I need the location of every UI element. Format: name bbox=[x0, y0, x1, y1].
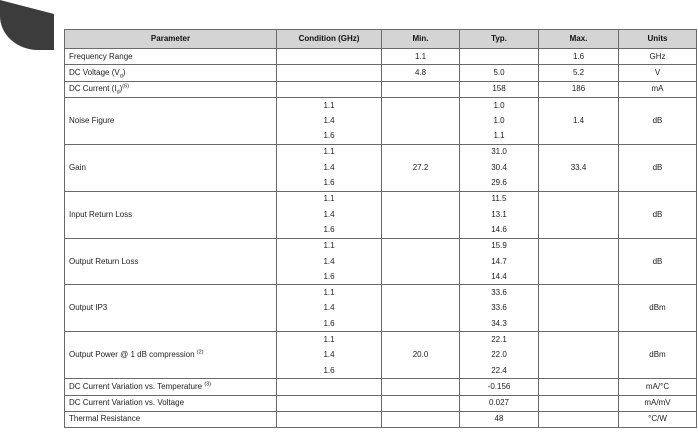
condition-cell: 1.6 bbox=[277, 363, 382, 379]
units-cell: mA/°C bbox=[619, 379, 697, 395]
units-cell: GHz bbox=[619, 49, 697, 65]
table-row bbox=[65, 191, 697, 207]
parameter-label: Frequency Range bbox=[69, 51, 133, 61]
header-condition: Condition (GHz) bbox=[277, 30, 382, 49]
typ-cell: 1.1 bbox=[460, 128, 539, 144]
max-cell: 1.6 bbox=[539, 49, 619, 65]
parameter-label: DC Voltage (V bbox=[69, 67, 120, 77]
table-body bbox=[65, 49, 697, 428]
min-cell bbox=[382, 285, 460, 332]
footnote-ref: (6) bbox=[122, 83, 130, 90]
condition-cell: 1.6 bbox=[277, 316, 382, 332]
condition-cell: 1.6 bbox=[277, 222, 382, 238]
header-min: Min. bbox=[382, 30, 460, 49]
max-cell bbox=[539, 191, 619, 238]
typ-cell bbox=[460, 49, 539, 65]
header-max: Max. bbox=[539, 30, 619, 49]
units-cell: dBm bbox=[619, 332, 697, 379]
units-cell: dB bbox=[619, 238, 697, 285]
parameter-subscript: d bbox=[116, 89, 120, 96]
parameter-cell bbox=[65, 191, 277, 238]
units-cell: V bbox=[619, 65, 697, 81]
typ-cell: 0.027 bbox=[460, 395, 539, 411]
max-cell bbox=[539, 379, 619, 395]
units-cell: dB bbox=[619, 191, 697, 238]
max-cell bbox=[539, 395, 619, 411]
parameter-cell bbox=[65, 49, 277, 65]
max-cell bbox=[539, 411, 619, 427]
condition-cell bbox=[277, 81, 382, 97]
parameter-label: Input Return Loss bbox=[69, 209, 133, 219]
parameter-label: Noise Figure bbox=[69, 115, 115, 125]
parameter-label: DC Current Variation vs. Temperature bbox=[69, 381, 205, 391]
min-cell bbox=[382, 191, 460, 238]
table-row bbox=[65, 49, 697, 65]
typ-cell: 30.4 bbox=[460, 160, 539, 175]
typ-cell: 14.7 bbox=[460, 254, 539, 269]
condition-cell: 1.1 bbox=[277, 97, 382, 113]
typ-cell: 22.4 bbox=[460, 363, 539, 379]
min-cell: 27.2 bbox=[382, 144, 460, 191]
typ-cell: 48 bbox=[460, 411, 539, 427]
table-row bbox=[65, 379, 697, 395]
typ-cell: 158 bbox=[460, 81, 539, 97]
min-cell bbox=[382, 411, 460, 427]
condition-cell bbox=[277, 65, 382, 81]
max-cell: 33.4 bbox=[539, 144, 619, 191]
table-row bbox=[65, 238, 697, 254]
parameter-label: DC Current (I bbox=[69, 84, 117, 94]
typ-cell: 1.0 bbox=[460, 113, 539, 128]
min-cell: 4.8 bbox=[382, 65, 460, 81]
condition-cell: 1.1 bbox=[277, 285, 382, 301]
typ-cell: 14.6 bbox=[460, 222, 539, 238]
units-cell: dB bbox=[619, 144, 697, 191]
header-units: Units bbox=[619, 30, 697, 49]
parameter-cell bbox=[65, 395, 277, 411]
typ-cell: 33.6 bbox=[460, 301, 539, 316]
typ-cell: 22.1 bbox=[460, 332, 539, 348]
min-cell bbox=[382, 238, 460, 285]
min-cell: 1.1 bbox=[382, 49, 460, 65]
parameter-cell bbox=[65, 65, 277, 81]
condition-cell: 1.6 bbox=[277, 269, 382, 285]
typ-cell: 13.1 bbox=[460, 207, 539, 222]
typ-cell: 11.5 bbox=[460, 191, 539, 207]
condition-cell: 1.4 bbox=[277, 113, 382, 128]
typ-cell: 15.9 bbox=[460, 238, 539, 254]
typ-cell: 34.3 bbox=[460, 316, 539, 332]
parameter-cell bbox=[65, 379, 277, 395]
condition-cell: 1.4 bbox=[277, 348, 382, 363]
parameter-label: Output Power @ 1 dB compression bbox=[69, 350, 197, 360]
units-cell: mA/mV bbox=[619, 395, 697, 411]
min-cell bbox=[382, 379, 460, 395]
parameter-label-end: ) bbox=[119, 84, 123, 94]
min-cell bbox=[382, 97, 460, 144]
parameter-cell bbox=[65, 144, 277, 191]
units-cell: dB bbox=[619, 97, 697, 144]
condition-cell: 1.1 bbox=[277, 144, 382, 160]
condition-cell bbox=[277, 379, 382, 395]
min-cell bbox=[382, 81, 460, 97]
header-parameter: Parameter bbox=[65, 30, 277, 49]
typ-cell: 33.6 bbox=[460, 285, 539, 301]
table-row bbox=[65, 81, 697, 97]
typ-cell: 1.0 bbox=[460, 97, 539, 113]
condition-cell: 1.4 bbox=[277, 254, 382, 269]
condition-cell: 1.1 bbox=[277, 238, 382, 254]
parameter-subscript: d bbox=[119, 73, 123, 80]
parameter-cell bbox=[65, 238, 277, 285]
parameter-label: Output Return Loss bbox=[69, 256, 139, 266]
typ-cell: 31.0 bbox=[460, 144, 539, 160]
max-cell bbox=[539, 285, 619, 332]
table-row bbox=[65, 144, 697, 160]
corner-tab-decoration bbox=[0, 0, 54, 50]
parameter-label: Gain bbox=[69, 162, 86, 172]
max-cell bbox=[539, 238, 619, 285]
parameter-label: DC Current Variation vs. Voltage bbox=[69, 398, 185, 408]
parameter-label: Thermal Resistance bbox=[69, 414, 141, 424]
specification-table bbox=[64, 29, 697, 428]
parameter-label: Output IP3 bbox=[69, 303, 108, 313]
parameter-cell bbox=[65, 332, 277, 379]
condition-cell: 1.4 bbox=[277, 301, 382, 316]
min-cell: 20.0 bbox=[382, 332, 460, 379]
min-cell bbox=[382, 395, 460, 411]
units-cell: mA bbox=[619, 81, 697, 97]
units-cell: dBm bbox=[619, 285, 697, 332]
condition-cell bbox=[277, 49, 382, 65]
table-row bbox=[65, 97, 697, 113]
condition-cell: 1.6 bbox=[277, 128, 382, 144]
units-cell: °C/W bbox=[619, 411, 697, 427]
table-row bbox=[65, 395, 697, 411]
condition-cell: 1.1 bbox=[277, 191, 382, 207]
condition-cell: 1.1 bbox=[277, 332, 382, 348]
typ-cell: 29.6 bbox=[460, 175, 539, 191]
parameter-cell bbox=[65, 285, 277, 332]
condition-cell bbox=[277, 411, 382, 427]
condition-cell: 1.4 bbox=[277, 207, 382, 222]
parameter-cell bbox=[65, 97, 277, 144]
typ-cell: 5.0 bbox=[460, 65, 539, 81]
max-cell: 1.4 bbox=[539, 97, 619, 144]
table-row bbox=[65, 332, 697, 348]
parameter-label-end: ) bbox=[122, 67, 126, 77]
table-row bbox=[65, 411, 697, 427]
header-typ: Typ. bbox=[460, 30, 539, 49]
max-cell: 186 bbox=[539, 81, 619, 97]
max-cell: 5.2 bbox=[539, 65, 619, 81]
condition-cell bbox=[277, 395, 382, 411]
table-row bbox=[65, 285, 697, 301]
typ-cell: -0.156 bbox=[460, 379, 539, 395]
max-cell bbox=[539, 332, 619, 379]
typ-cell: 14.4 bbox=[460, 269, 539, 285]
typ-cell: 22.0 bbox=[460, 348, 539, 363]
parameter-cell bbox=[65, 81, 277, 97]
condition-cell: 1.6 bbox=[277, 175, 382, 191]
condition-cell: 1.4 bbox=[277, 160, 382, 175]
footnote-ref: (2) bbox=[196, 349, 204, 356]
table-row bbox=[65, 65, 697, 81]
footnote-ref: (3) bbox=[204, 381, 212, 388]
parameter-cell bbox=[65, 411, 277, 427]
table-header-row bbox=[65, 30, 697, 49]
